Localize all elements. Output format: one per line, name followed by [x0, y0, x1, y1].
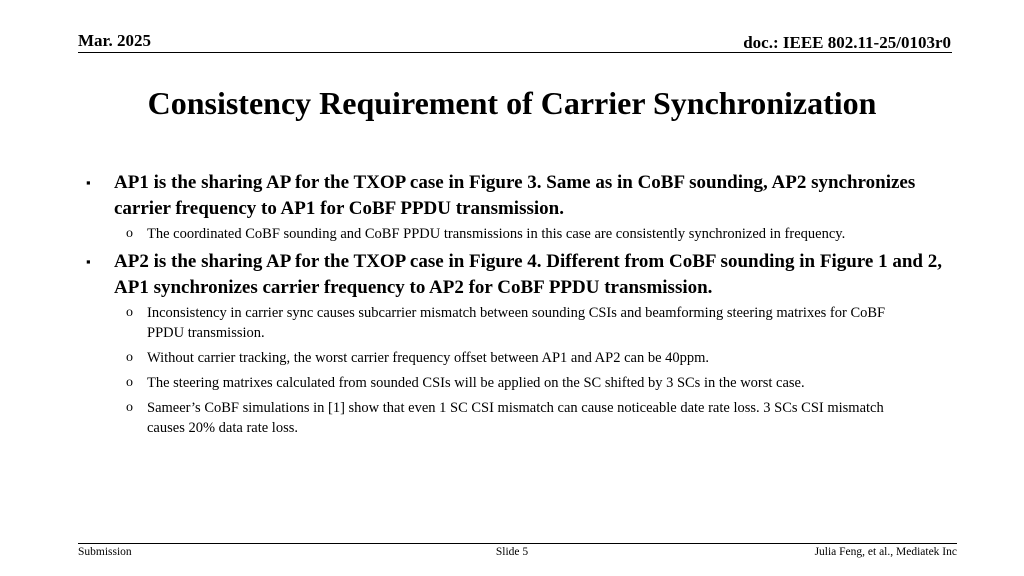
bullet-2: [84, 249, 944, 301]
square-bullet-icon: ▪: [86, 254, 91, 269]
header-date: Mar. 2025: [78, 31, 152, 50]
sub-bullet-1-1: [84, 224, 944, 244]
sub-bullet-2-3: [84, 373, 944, 393]
bullet-1: [84, 170, 944, 222]
sub-bullet-2-1: [84, 303, 944, 343]
sub-bullet-2-4-text: Sameer’s CoBF simulations in [1] show that even 1 SC CSI mismatch can cause noticeable date rate loss. 3 SCs CSI mismatch causes 20% data rate loss.: [147, 400, 884, 436]
slide-title: Consistency Requirement of Carrier Synchronization: [147, 85, 877, 121]
footer-slide-number: Slide 5: [495, 546, 529, 558]
circle-bullet-icon: o: [126, 400, 133, 415]
sub-bullet-2-3-text: The steering matrixes calculated from sounded CSIs will be applied on the SC shifted by 3 SCs in the worst case.: [147, 375, 805, 391]
header-doc-id: doc.: IEEE 802.11-25/0103r0: [743, 33, 951, 52]
sub-bullet-2-4: [84, 398, 944, 438]
circle-bullet-icon: o: [126, 305, 133, 320]
circle-bullet-icon: o: [126, 375, 133, 390]
bullet-1-text: AP1 is the sharing AP for the TXOP case in Figure 3. Same as in CoBF sounding, AP2 synchronizes carrier frequency to AP1 for CoBF PPDU transmission.: [114, 172, 916, 219]
square-bullet-icon: ▪: [86, 175, 91, 190]
circle-bullet-icon: o: [126, 350, 133, 365]
slide-body: [84, 170, 944, 443]
bullet-2-text: AP2 is the sharing AP for the TXOP case in Figure 4. Different from CoBF sounding in Figure 1 and 2, AP1 synchronizes carrier frequency to AP2 for CoBF PPDU transmission.: [114, 251, 942, 298]
footer-author: Julia Feng, et al., Mediatek Inc: [814, 546, 957, 558]
circle-bullet-icon: o: [126, 226, 133, 241]
sub-bullet-2-2-text: Without carrier tracking, the worst carrier frequency offset between AP1 and AP2 can be 40ppm.: [147, 350, 710, 366]
footer-submission: Submission: [78, 546, 132, 558]
footer-divider: [78, 543, 957, 544]
sub-bullet-2-2: [84, 348, 944, 368]
sub-bullet-2-1-text: Inconsistency in carrier sync causes subcarrier mismatch between sounding CSIs and beamforming steering matrixes for CoBF PPDU transmission.: [147, 305, 886, 341]
header-divider: [78, 52, 952, 53]
sub-bullet-1-1-text: The coordinated CoBF sounding and CoBF PPDU transmissions in this case are consistently synchronized in frequency.: [147, 226, 846, 242]
